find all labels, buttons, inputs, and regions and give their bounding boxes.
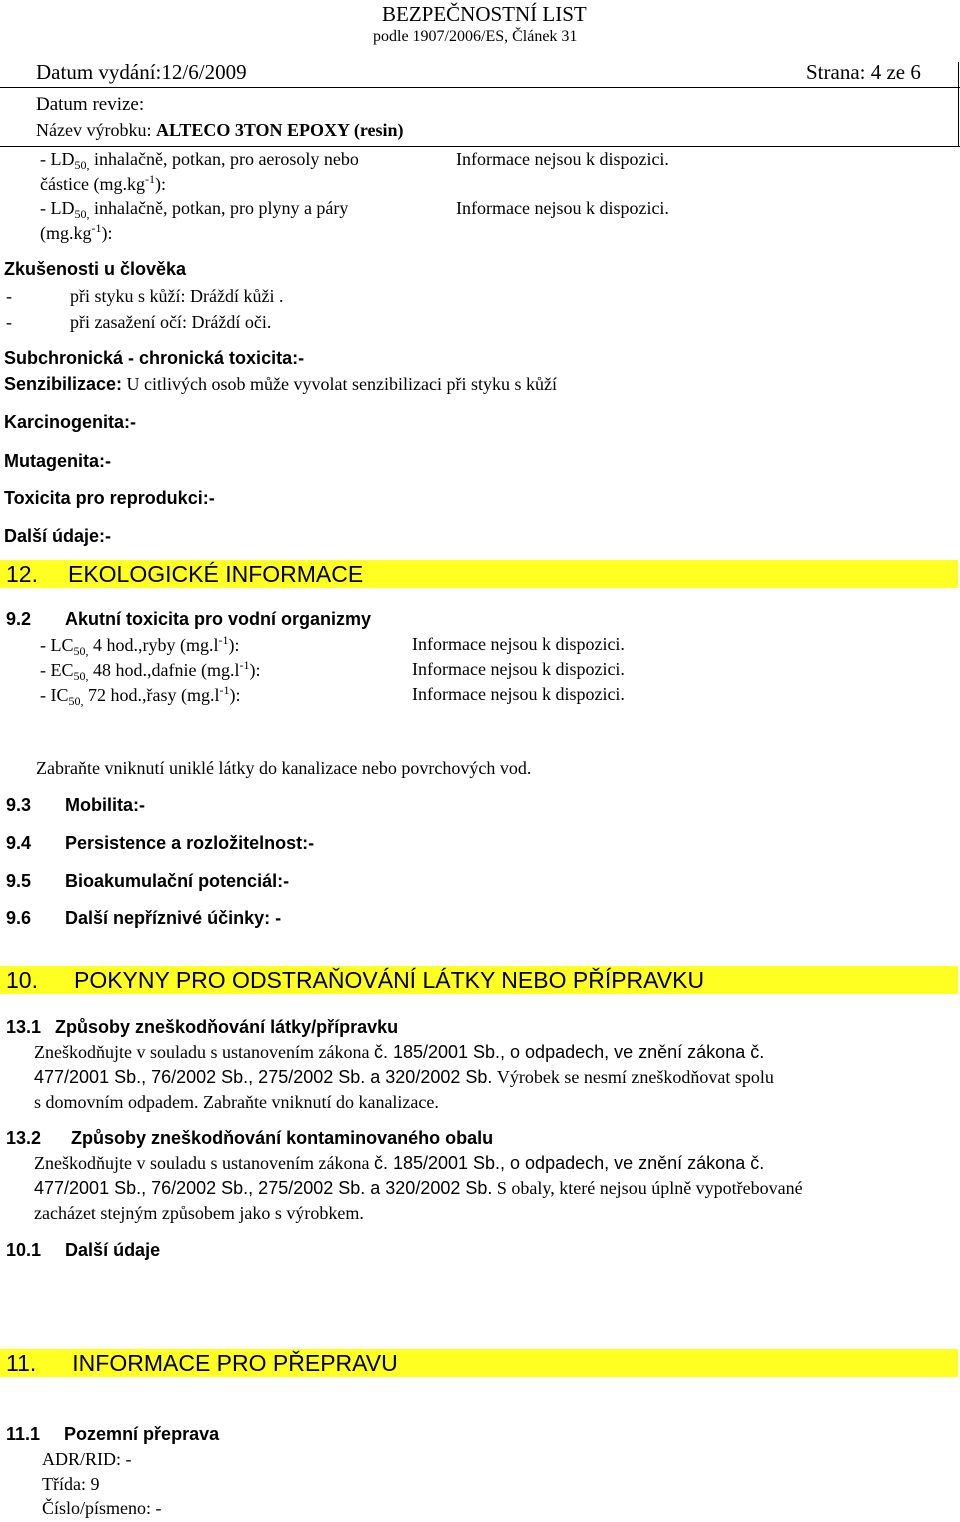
reproduction-toxicity: Toxicita pro reprodukci:- — [4, 488, 215, 508]
section-12-title: EKOLOGICKÉ INFORMACE — [67, 561, 364, 587]
lc50-prefix: - LC — [40, 635, 74, 655]
page-number: 4 ze 6 — [870, 60, 921, 84]
lc50-close: ): — [228, 635, 240, 655]
subsection-number: 13.1 — [6, 1017, 42, 1037]
subsection-13-1 — [6, 1017, 398, 1038]
subsection-13-2 — [6, 1128, 493, 1149]
lc50-superscript: -1 — [218, 633, 229, 647]
skin-contact-text: při styku s kůží: Dráždí kůži . — [70, 286, 284, 306]
prevent-drainage-text: Zabraňte vniknutí uniklé látky do kanalizace nebo povrchových vod. — [36, 758, 532, 778]
section-13-title: POKYNY PRO ODSTRAŇOVÁNÍ LÁTKY NEBO PŘÍPRAVKU — [73, 967, 705, 993]
unit-close: ): — [154, 174, 166, 194]
ic50-label — [40, 684, 240, 709]
subsection-title: Persistence a rozložitelnost:- — [65, 833, 315, 853]
disposal-text-line-2 — [34, 1067, 774, 1088]
unit-close: ): — [101, 223, 113, 243]
lc50-text: 4 hod.,ryby (mg.l — [88, 635, 219, 655]
subsection-title: Způsoby zneškodňování kontaminovaného obalu — [71, 1128, 494, 1148]
ic50-value: Informace nejsou k dispozici. — [412, 684, 625, 704]
subsection-title: Další nepříznivé účinky: - — [65, 908, 282, 928]
lc50-label — [40, 634, 240, 659]
subsection-10-1 — [6, 1240, 160, 1261]
lc50-value: Informace nejsou k dispozici. — [412, 634, 625, 654]
ec50-prefix: - EC — [40, 660, 74, 680]
transport-class: Třída: 9 — [42, 1474, 100, 1494]
subsection-number: 9.3 — [6, 795, 32, 815]
law-reference: 477/2001 Sb., 76/2002 Sb., 275/2002 Sb. a 320/2002 Sb. — [34, 1067, 493, 1087]
ld50-subscript: 50, — [74, 207, 90, 221]
unit-superscript: -1 — [144, 172, 155, 186]
subchronic-toxicity: Subchronická - chronická toxicita:- — [4, 348, 305, 368]
ec50-superscript: -1 — [239, 658, 250, 672]
disposal-text: Zneškodňujte v souladu s ustanovením zákona — [34, 1153, 374, 1173]
subsection-9-4 — [6, 833, 314, 854]
eye-contact-text: při zasažení očí: Dráždí oči. — [70, 312, 272, 332]
disposal-text: Výrobek se nesmí zneškodňovat spolu — [496, 1067, 774, 1087]
ic50-close: ): — [229, 685, 241, 705]
header-right-border — [958, 62, 959, 147]
product-label: Název výrobku: — [36, 120, 152, 140]
unit-text: (mg.kg — [40, 223, 92, 243]
subsection-number: 11.1 — [6, 1424, 41, 1444]
section-12-heading — [6, 561, 363, 587]
product-name: ALTECO 3TON EPOXY (resin) — [155, 120, 404, 140]
other-data: Další údaje:- — [4, 526, 112, 546]
subsection-title: Mobilita:- — [65, 795, 146, 815]
issue-date-line — [36, 60, 247, 84]
sensitization-label: Senzibilizace: — [4, 374, 123, 394]
subsection-number: 10.1 — [6, 1240, 42, 1260]
section-14-title: INFORMACE PRO PŘEPRAVU — [72, 1350, 398, 1376]
carcinogenicity: Karcinogenita:- — [4, 412, 137, 432]
disposal-text: Zneškodňujte v souladu s ustanovením zákona — [34, 1042, 374, 1062]
law-reference: č. 185/2001 Sb., o odpadech, ve znění zákona č. — [373, 1153, 765, 1173]
adr-rid: ADR/RID: - — [42, 1449, 132, 1469]
ld50-aerosol-text: inhalačně, potkan, pro aerosoly nebo — [89, 149, 359, 169]
packaging-text-line-1 — [34, 1153, 764, 1174]
ld50-aerosol-value: Informace nejsou k dispozici. — [456, 149, 669, 169]
ld50-aerosol-label — [40, 149, 359, 173]
disposal-text-line-3: s domovním odpadem. Zabraňte vniknutí do kanalizace. — [34, 1092, 439, 1112]
ec50-text: 48 hod.,dafnie (mg.l — [88, 660, 240, 680]
ld50-gas-value: Informace nejsou k dispozici. — [456, 198, 669, 218]
header-bottom-rule — [0, 146, 960, 147]
subsection-number: 9.2 — [6, 609, 32, 629]
ld50-gas-text: inhalačně, potkan, pro plyny a páry — [89, 198, 349, 218]
regulation-subtitle: podle 1907/2006/ES, Článek 31 — [373, 28, 578, 45]
subsection-number: 9.4 — [6, 833, 32, 853]
law-reference: 477/2001 Sb., 76/2002 Sb., 275/2002 Sb. a 320/2002 Sb. — [34, 1178, 493, 1198]
page-number-line — [806, 60, 921, 84]
ld50-gas-unit — [40, 222, 113, 244]
section-12-number: 12. — [6, 561, 38, 587]
ic50-prefix: - IC — [40, 685, 69, 705]
subsection-title: Akutní toxicita pro vodní organizmy — [65, 609, 372, 629]
subsection-9-2 — [6, 609, 371, 630]
subsection-9-6 — [6, 908, 281, 929]
disposal-text: S obaly, které nejsou úplně vypotřebované — [496, 1178, 803, 1198]
subsection-title: Bioakumulační potenciál:- — [65, 871, 290, 891]
law-reference: č. 185/2001 Sb., o odpadech, ve znění zákona č. — [373, 1042, 765, 1062]
subsection-11-1 — [6, 1424, 219, 1445]
section-14-heading — [6, 1350, 398, 1376]
ic50-text: 72 hod.,řasy (mg.l — [83, 685, 220, 705]
section-14-number: 11. — [6, 1350, 37, 1376]
subsection-number: 9.6 — [6, 908, 32, 928]
subsection-9-3 — [6, 795, 145, 816]
unit-text: částice (mg.kg — [40, 174, 145, 194]
ld50-prefix: - LD — [40, 149, 75, 169]
human-experience-heading: Zkušenosti u člověka — [4, 259, 187, 279]
subsection-title: Další údaje — [65, 1240, 161, 1260]
issue-date-label: Datum vydání: — [36, 60, 162, 84]
subsection-9-5 — [6, 871, 289, 892]
skin-bullet: - — [6, 286, 12, 306]
subsection-number: 13.2 — [6, 1128, 42, 1148]
packaging-text-line-2 — [34, 1178, 803, 1199]
ld50-aerosol-unit — [40, 173, 166, 195]
subsection-title: Způsoby zneškodňování látky/přípravku — [55, 1017, 399, 1037]
ld50-subscript: 50, — [74, 158, 90, 172]
ec50-label — [40, 659, 260, 684]
header-rule — [0, 87, 960, 88]
mutagenicity: Mutagenita:- — [4, 451, 111, 471]
lc50-subscript: 50, — [73, 644, 89, 658]
product-name-line — [36, 120, 404, 141]
ld50-prefix: - LD — [40, 198, 75, 218]
ld50-gas-label — [40, 198, 348, 222]
eye-bullet: - — [6, 312, 12, 332]
sensitization-text: U citlivých osob může vyvolat senzibilizaci při styku s kůží — [126, 374, 557, 394]
ec50-subscript: 50, — [73, 669, 89, 683]
packaging-text-line-3: zacházet stejným způsobem jako s výrobkem. — [34, 1203, 364, 1223]
ec50-close: ): — [249, 660, 261, 680]
ic50-superscript: -1 — [219, 683, 230, 697]
subsection-title: Pozemní přeprava — [64, 1424, 220, 1444]
disposal-text-line-1 — [34, 1042, 764, 1063]
subsection-number: 9.5 — [6, 871, 32, 891]
page-label: Strana: — [806, 60, 866, 84]
sensitization-line — [4, 374, 557, 395]
section-13-heading — [6, 967, 704, 993]
ec50-value: Informace nejsou k dispozici. — [412, 659, 625, 679]
section-13-number: 10. — [6, 967, 38, 993]
unit-superscript: -1 — [91, 221, 102, 235]
ic50-subscript: 50, — [68, 694, 84, 708]
issue-date: 12/6/2009 — [161, 60, 247, 84]
transport-number: Číslo/písmeno: - — [42, 1498, 162, 1518]
document-title: BEZPEČNOSTNÍ LIST — [382, 2, 587, 26]
revision-date-label: Datum revize: — [36, 94, 145, 115]
